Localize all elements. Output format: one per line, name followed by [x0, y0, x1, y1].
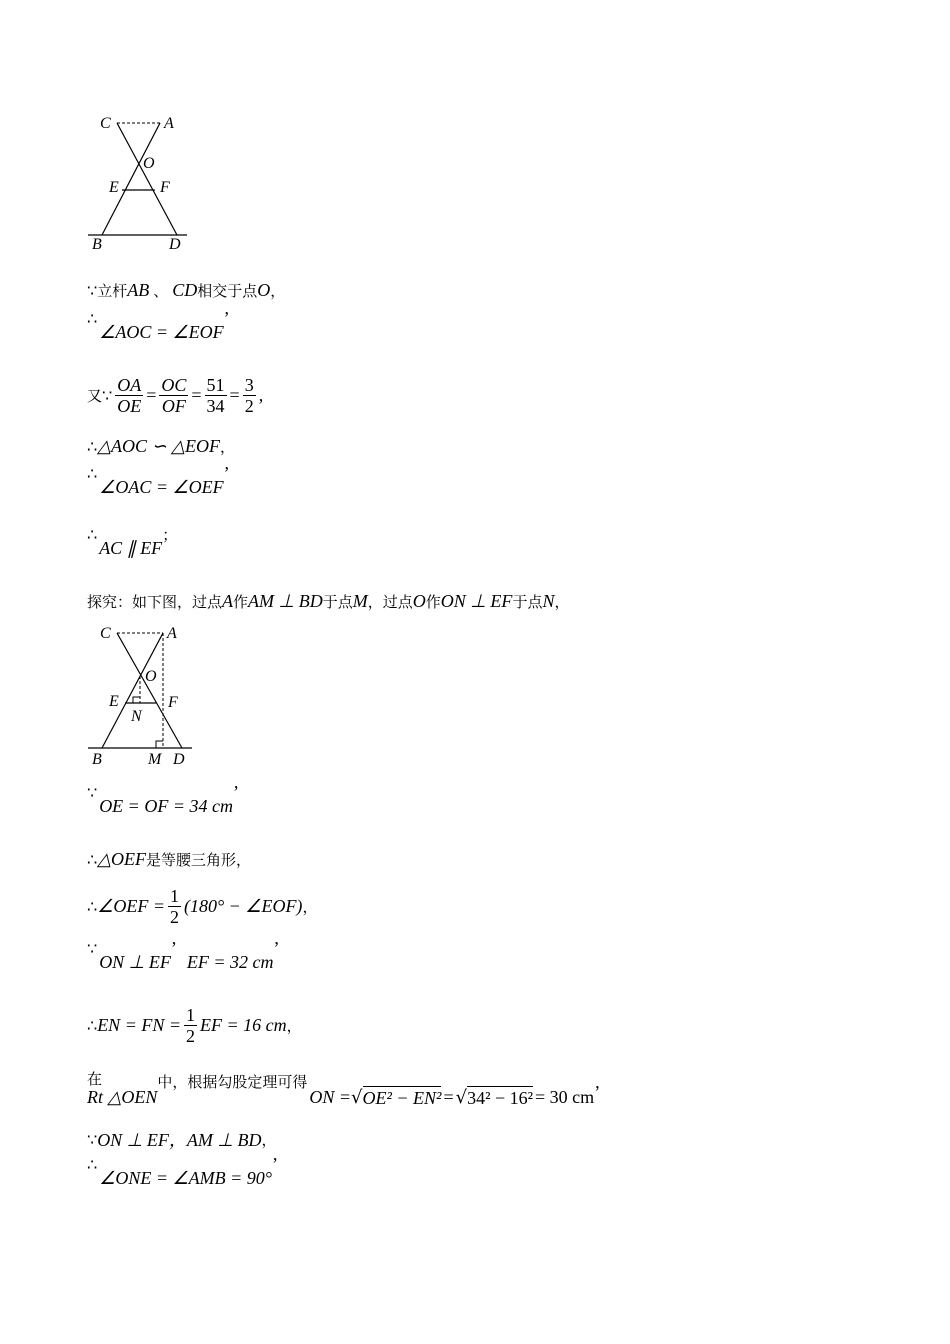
because-symbol: ∵ — [87, 783, 98, 802]
fraction-oc-of: $\frac{OC}{OF}$ — [161, 375, 187, 416]
punct: ’ — [223, 463, 230, 483]
text: 作 — [425, 593, 441, 611]
math-expression: ON ⊥ EF，AM ⊥ BD — [97, 1130, 262, 1150]
math-ef-length: EF = 32 cm — [186, 952, 274, 972]
math-lhs: ∠OEF = — [97, 896, 165, 916]
equals: = — [191, 385, 202, 405]
label-a: A — [164, 115, 174, 132]
math-on-equals: ON = — [309, 1087, 352, 1107]
because-symbol: ∵ — [87, 281, 98, 300]
punct: , — [258, 385, 264, 405]
fraction-one-half: $\frac{1}{2}$ — [169, 886, 179, 927]
proof-line-6 — [87, 525, 179, 559]
fraction-one-half: $\frac{1}{2}$ — [185, 1005, 195, 1046]
therefore-symbol: ∴ — [87, 850, 98, 869]
math-expression: ∠OAC = ∠OEF — [99, 477, 224, 497]
label-e: E — [109, 693, 119, 710]
math-on-perp-ef: ON ⊥ EF — [99, 952, 171, 972]
math-o: O — [412, 591, 426, 611]
text: 、 — [153, 282, 169, 300]
math-expression: ∠ONE = ∠AMB = 90° — [99, 1168, 272, 1188]
text: 于点 — [512, 593, 543, 611]
punct: ， — [261, 1130, 277, 1149]
text: 是等腰三角形， — [146, 851, 252, 869]
segment-ab — [102, 633, 163, 748]
math-rhs: EF = 16 cm — [199, 1015, 287, 1035]
fraction-3-2: $\frac{3}{2}$ — [244, 375, 254, 416]
segment-cd — [117, 633, 182, 748]
proof-line-4 — [87, 436, 235, 457]
label-d: D — [169, 236, 181, 253]
math-n: N — [542, 591, 555, 611]
math-rt-triangle-oen: Rt △OEN — [87, 1087, 158, 1107]
math-expression: ∠AOC = ∠EOF — [99, 322, 224, 342]
label-o: O — [143, 155, 155, 172]
therefore-symbol: ∴ — [87, 1016, 98, 1035]
label-o: O — [145, 668, 157, 685]
therefore-symbol: ∴ — [87, 897, 98, 916]
proof-line-3 — [87, 375, 263, 416]
proof-line-13 — [87, 1070, 600, 1109]
proof-line-8 — [87, 782, 241, 817]
because-symbol: ∵ — [102, 386, 113, 405]
math-expression: OE = OF = 34 cm — [99, 796, 233, 816]
punct: ’ — [223, 308, 230, 328]
label-d: D — [173, 751, 185, 768]
because-symbol: ∵ — [87, 1129, 98, 1149]
because-symbol: ∵ — [87, 939, 98, 958]
label-b: B — [92, 236, 102, 253]
proof-line-5 — [87, 463, 232, 498]
proof-line-10 — [87, 886, 317, 927]
fraction-51-34: $\frac{51}{34}$ — [206, 375, 225, 416]
text: 作 — [233, 593, 249, 611]
label-b: B — [92, 751, 102, 768]
text: 相交于点 — [197, 282, 258, 300]
math-rhs: (180° − ∠EOF) — [183, 896, 303, 916]
text: 又 — [87, 387, 103, 405]
text: 在 — [87, 1070, 103, 1088]
punct: ， — [554, 593, 570, 611]
punct: ’ — [273, 938, 280, 958]
math-m: M — [352, 591, 368, 611]
proof-line-12 — [87, 1005, 302, 1046]
proof-line-15 — [87, 1154, 280, 1189]
equals: = — [229, 385, 240, 405]
therefore-symbol: ∴ — [87, 437, 98, 456]
math-cd: CD — [172, 280, 198, 300]
math-expression: AC ∥ EF — [99, 538, 163, 558]
label-a: A — [167, 625, 177, 642]
punct: ； — [162, 526, 178, 544]
text: 探究：如下图，过点 — [87, 593, 223, 611]
label-n: N — [131, 708, 142, 725]
proof-line-1 — [87, 280, 285, 301]
punct: ， — [302, 898, 318, 916]
right-angle-mark-n — [133, 697, 140, 703]
proof-line-14 — [87, 1126, 277, 1152]
punct: ， — [286, 1017, 302, 1035]
math-ab: AB — [127, 280, 150, 300]
punct: ， — [219, 438, 235, 456]
equals: = — [443, 1087, 454, 1107]
proof-line-7 — [87, 591, 569, 612]
math-triangle-oef: △OEF — [97, 849, 147, 869]
math-result: = 30 cm — [535, 1087, 595, 1107]
figure-2-diagram — [85, 620, 200, 775]
math-am-perp-bd: AM ⊥ BD — [248, 591, 323, 611]
text: 中，根据勾股定理可得 — [157, 1073, 308, 1091]
label-e: E — [109, 179, 119, 196]
label-f: F — [160, 179, 170, 196]
punct: ， — [270, 282, 286, 300]
punct: ’ — [232, 782, 239, 802]
equals: = — [146, 385, 157, 405]
proof-line-11 — [87, 938, 282, 973]
radical-sign-icon: √ — [455, 1087, 468, 1108]
text: 于点 — [322, 593, 353, 611]
therefore-symbol: ∴ — [87, 309, 98, 328]
proof-line-9 — [87, 849, 251, 870]
punct: ’ — [594, 1082, 601, 1102]
math-a: A — [222, 591, 234, 611]
text: ，过点 — [367, 593, 413, 611]
math-lhs: EN = FN = — [97, 1015, 181, 1035]
label-c: C — [100, 625, 111, 642]
figure-1-diagram — [85, 110, 195, 255]
therefore-symbol: ∴ — [87, 525, 98, 544]
therefore-symbol: ∴ — [87, 464, 98, 483]
math-expression: △AOC ∽ △EOF — [97, 436, 220, 456]
fraction-oa-oe: $\frac{OA}{OE}$ — [117, 375, 142, 416]
proof-line-2 — [87, 308, 232, 343]
math-o: O — [257, 280, 271, 300]
label-c: C — [100, 115, 111, 132]
label-f: F — [168, 694, 178, 711]
math-radicand-2: 34² − 16² — [467, 1088, 534, 1108]
text: 立杆 — [97, 282, 128, 300]
right-angle-mark-m — [156, 741, 163, 748]
radical-sign-icon: √ — [351, 1087, 363, 1108]
rt-triangle-block — [87, 1071, 157, 1108]
math-radicand-1: OE² − EN² — [362, 1088, 442, 1108]
math-on-perp-ef: ON ⊥ EF — [440, 591, 513, 611]
punct: ’ — [170, 938, 177, 958]
label-m: M — [148, 751, 162, 768]
punct: ’ — [271, 1154, 278, 1174]
therefore-symbol: ∴ — [87, 1155, 98, 1174]
